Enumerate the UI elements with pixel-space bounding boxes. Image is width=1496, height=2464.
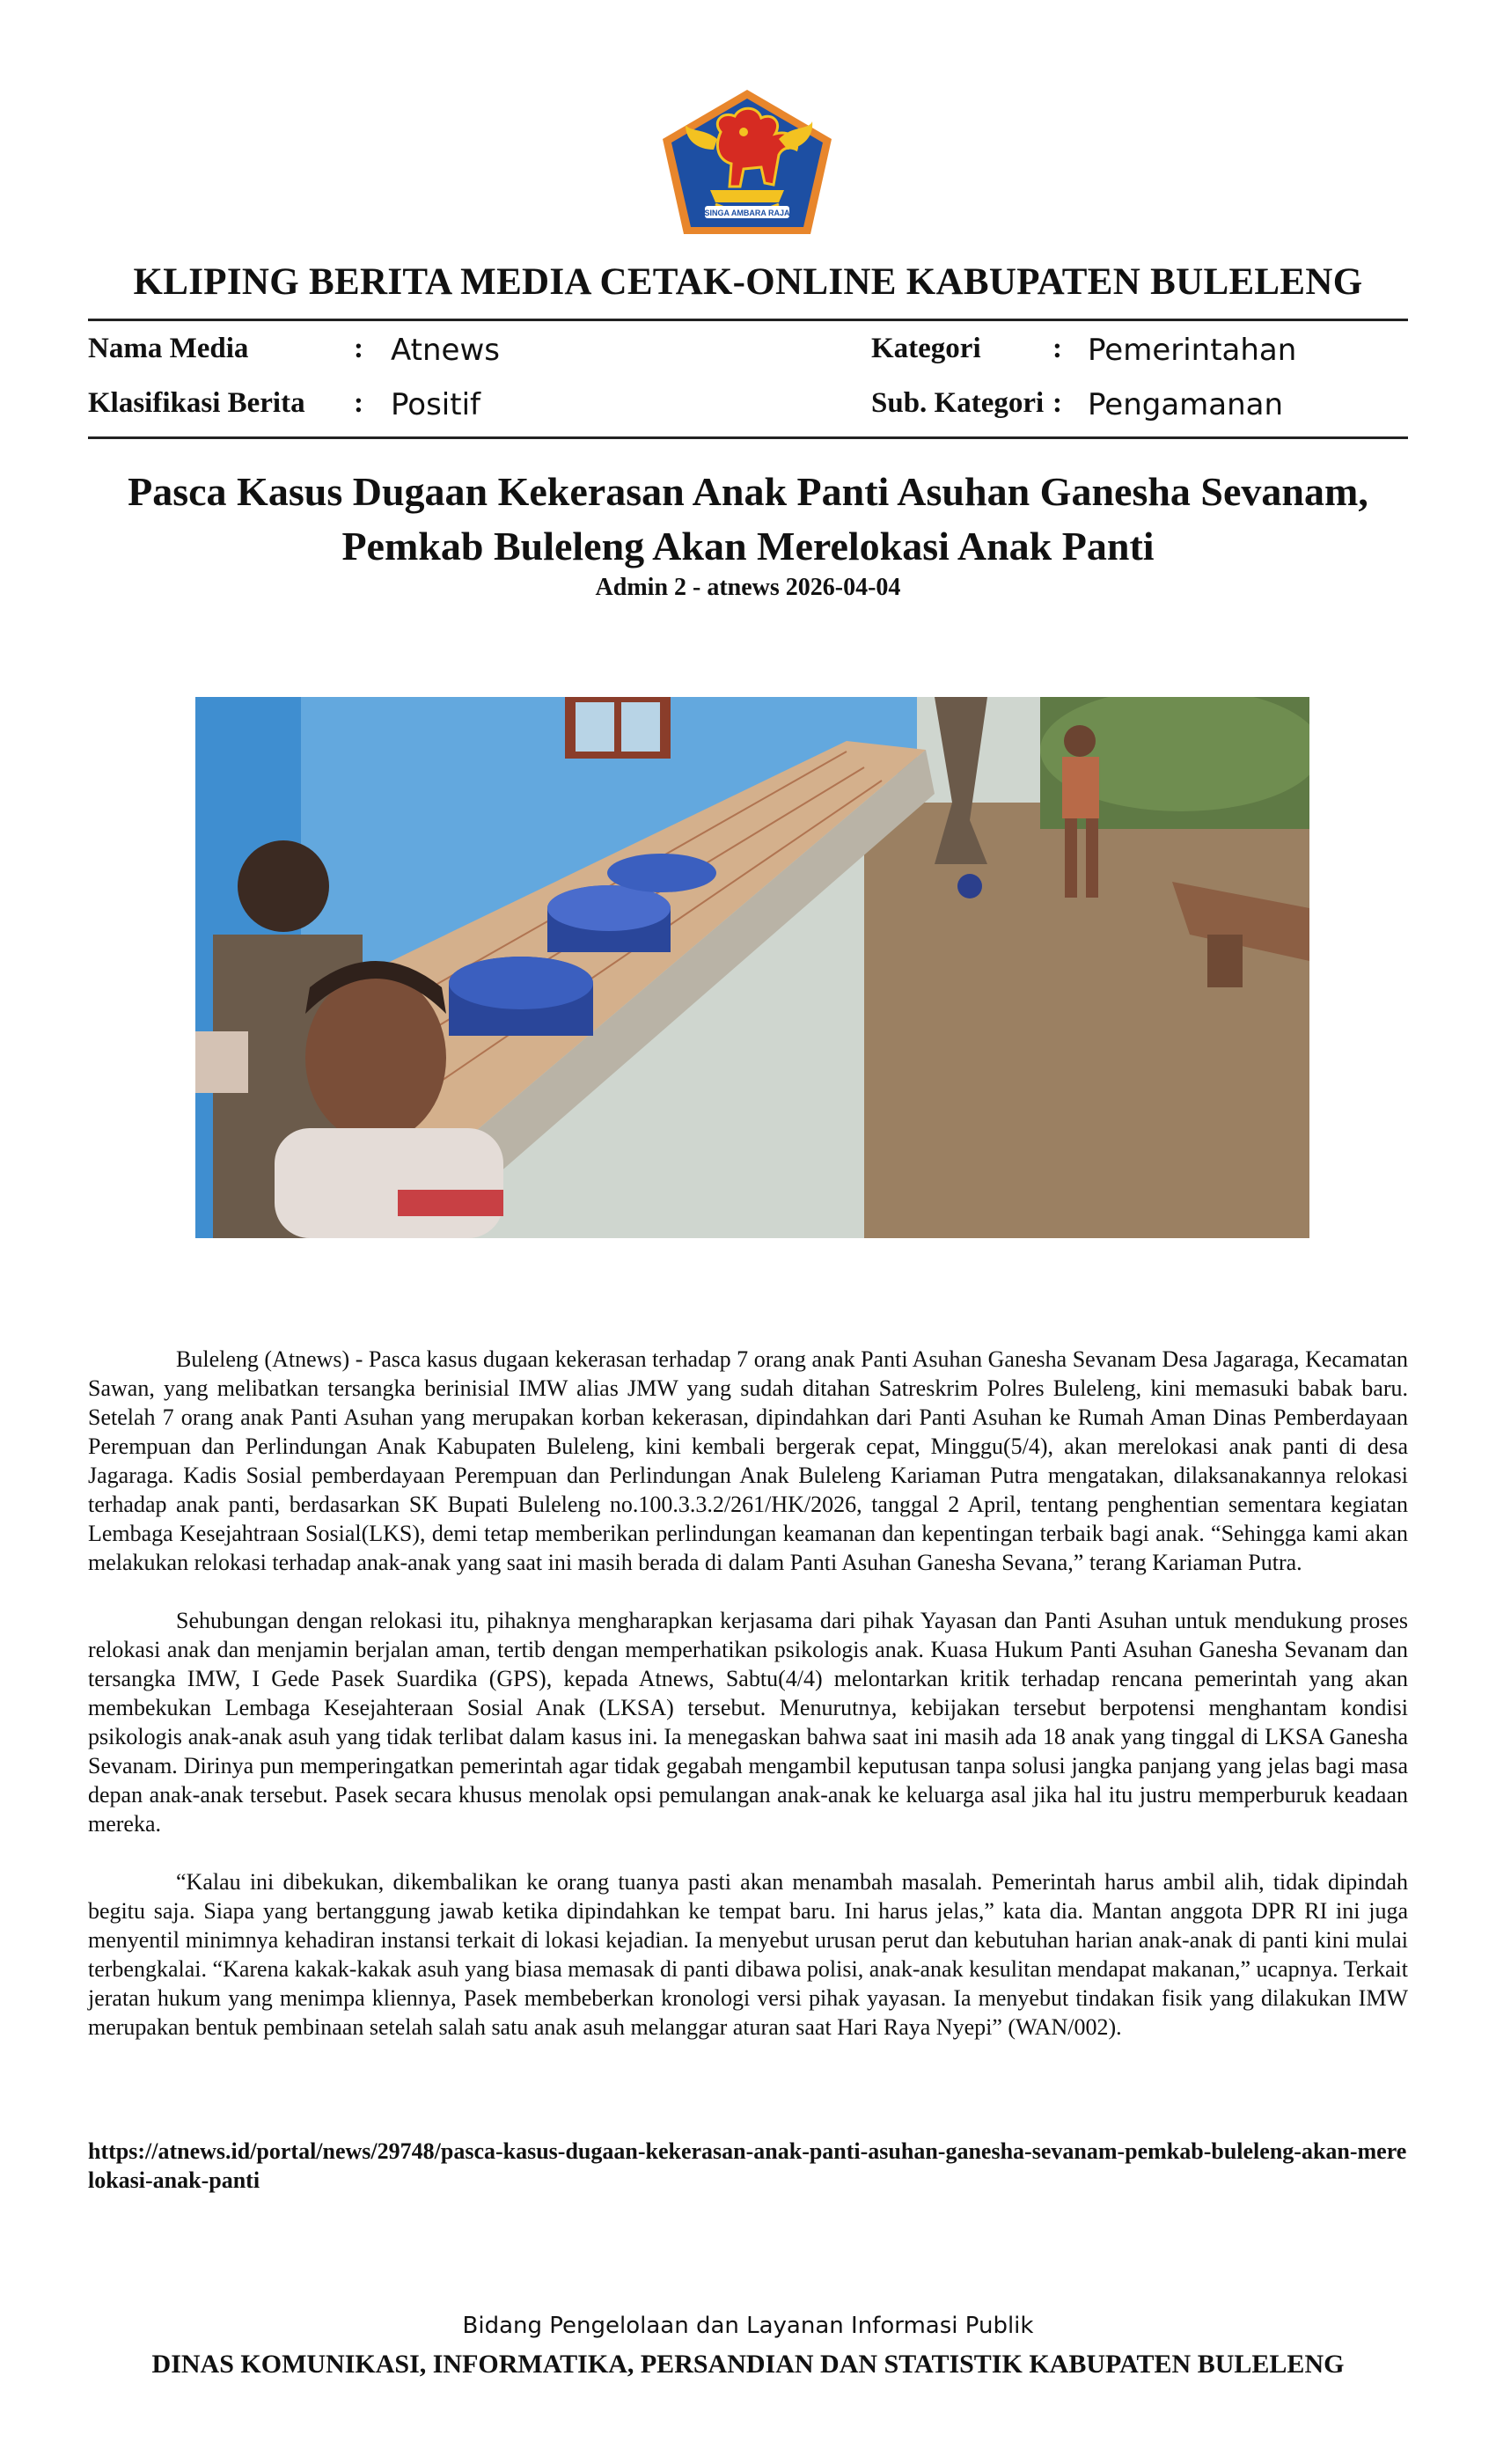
article-paragraph: “Kalau ini dibekukan, dikembalikan ke orang tuanya pasti akan menambah masalah. Pemerintah harus ambil alih, tidak dipindah begitu saja. Siapa yang bertanggung jawab ketika dipindahkan ke tempat baru. Ini harus jelas,” kata dia. Mantan anggota DPR RI ini juga menyentil minimnya kehadiran instansi terkait di lokasi kejadian. Ia menyebut urusan perut dan kebutuhan harian anak-anak di panti kini mulai terbengkalai. “Karena kakak-kakak asuh yang biasa memasak di panti dibawa polisi, anak-anak kesulitan mendapat makanan,” ucapnya. Terkait jeratan hukum yang menimpa kliennya, Pasek membeberkan kronologi versi pihak yayasan. Ia menyebut tindakan fisik yang dilakukan IMW merupakan bentuk pembinaan setelah salah satu anak asuh melanggar aturan saat Hari Raya Nyepi” (WAN/002). xyxy=(88,1869,1408,2040)
top-divider xyxy=(88,319,1408,321)
sub-kategori-value: Pengamanan xyxy=(1088,387,1284,422)
footer-agency: DINAS KOMUNIKASI, INFORMATIKA, PERSANDIAN DAN STATISTIK KABUPATEN BULELENG xyxy=(151,2350,1345,2379)
article-headline xyxy=(53,465,1443,574)
nama-media-colon: : xyxy=(354,333,363,364)
sub-kategori-label: Sub. Kategori xyxy=(871,387,1045,419)
article-body xyxy=(88,1345,1408,2071)
headline-line-1: Pasca Kasus Dugaan Kekerasan Anak Panti Asuhan Ganesha Sevanam, xyxy=(128,469,1368,514)
article-photo xyxy=(195,697,1309,1238)
article-paragraph: Sehubungan dengan relokasi itu, pihaknya mengharapkan kerjasama dari pihak Yayasan dan Panti Asuhan untuk mendukung proses relokasi anak dan menjamin berjalan aman, tertib dengan memperhatikan psikologis anak. Kuasa Hukum Panti Asuhan Ganesha Sevanam dan tersangka IMW, I Gede Pasek Suardika (GPS), kepada Atnews, Sabtu(4/4) melontarkan kritik terhadap rencana pemerintah yang akan membekukan Lembaga Kesejahteraan Sosial Anak (LKSA) tersebut. Menurutnya, kebijakan tersebut berpotensi menghantam kondisi psikologis anak-anak asuh yang tidak terlibat dalam kasus ini. Ia menegaskan bahwa saat ini masih ada 18 anak yang tinggal di LKSA Ganesha Sevanam. Dirinya pun memperingatkan pemerintah agar tidak gegabah mengambil keputusan tanpa solusi jangka panjang yang jelas bagi masa depan anak-anak tersebut. Pasek secara khusus menolak opsi pemulangan anak-anak ke keluarga asal jika hal itu justru memperburuk keadaan mereka. xyxy=(88,1608,1408,1837)
footer-division: Bidang Pengelolaan dan Layanan Informasi Publik xyxy=(462,2313,1034,2339)
article-byline: Admin 2 - atnews 2026-04-04 xyxy=(595,574,901,601)
masthead-title: KLIPING BERITA MEDIA CETAK-ONLINE KABUPATEN BULELENG xyxy=(133,261,1363,303)
headline-line-2: Pemkab Buleleng Akan Merelokasi Anak Panti xyxy=(341,524,1155,568)
meta-divider xyxy=(88,436,1408,439)
klasifikasi-value: Positif xyxy=(391,387,480,422)
kategori-value: Pemerintahan xyxy=(1088,333,1297,368)
emblem-motto: SINGA AMBARA RAJA xyxy=(704,209,790,217)
nama-media-label: Nama Media xyxy=(88,333,249,364)
kategori-label: Kategori xyxy=(871,333,981,364)
sub-kategori-colon: : xyxy=(1052,387,1062,419)
buleleng-emblem-icon xyxy=(659,86,835,240)
klasifikasi-label: Klasifikasi Berita xyxy=(88,387,305,419)
article-paragraph: Buleleng (Atnews) - Pasca kasus dugaan kekerasan terhadap 7 orang anak Panti Asuhan Ganesha Sevanam Desa Jagaraga, Kecamatan Sawan, yang melibatkan tersangka berinisial IMW alias JMW yang sudah ditahan Satreskrim Polres Buleleng, kini memasuki babak baru. Setelah 7 orang anak Panti Asuhan yang merupakan korban kekerasan, dipindahkan dari Panti Asuhan ke Rumah Aman Dinas Pemberdayaan Perempuan dan Perlindungan Anak Kabupaten Buleleng, kini kembali bergerak cepat, Minggu(5/4), akan merelokasi anak panti di desa Jagaraga. Kadis Sosial pemberdayaan Perempuan dan Perlindungan Anak Buleleng Kariaman Putra mengatakan, dilaksanakannya relokasi terhadap anak panti, berdasarkan SK Bupati Buleleng no.100.3.3.2/261/HK/2026, tanggal 2 April, tentang penghentian sementara kegiatan Lembaga Kesejahtraan Sosial(LKS), demi tetap memberikan perlindungan keamanan dan kepentingan terbaik bagi anak. “Sehingga kami akan melakukan relokasi terhadap anak-anak yang saat ini masih berada di dalam Panti Asuhan Ganesha Sevana,” terang Kariaman Putra. xyxy=(88,1346,1408,1575)
source-link[interactable]: https://atnews.id/portal/news/29748/pasca-kasus-dugaan-kekerasan-anak-panti-asuhan-ganesha-sevanam-pemkab-buleleng-akan-merelokasi-anak-panti xyxy=(88,2138,1407,2193)
kategori-colon: : xyxy=(1052,333,1062,364)
klasifikasi-colon: : xyxy=(354,387,363,419)
nama-media-value: Atnews xyxy=(391,333,500,368)
